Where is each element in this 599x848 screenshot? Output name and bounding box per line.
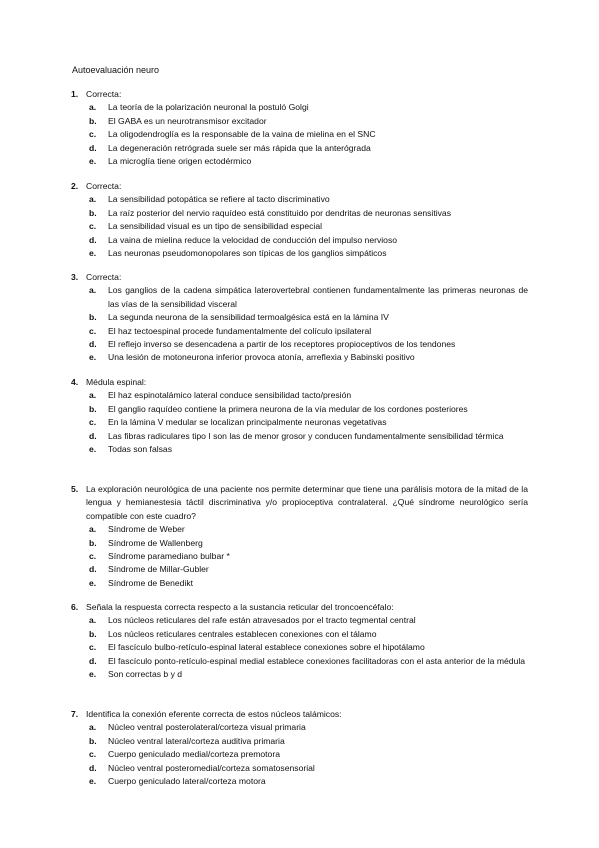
question-stem (70, 271, 528, 284)
option-letter: b. (89, 312, 97, 323)
option-letter: c. (89, 129, 97, 140)
question-text: Señala la respuesta correcta respecto a la sustancia reticular del troncoencéfalo: (86, 602, 394, 612)
option-list (70, 614, 528, 681)
question-number: 6. (71, 602, 79, 612)
page-title: Autoevaluación neuro (72, 65, 160, 75)
option-text: Las neuronas pseudomonopolares son típicas de los ganglios simpáticos (108, 248, 387, 259)
question-stem (70, 708, 528, 721)
option-text: Síndrome de Wallenberg (108, 537, 203, 548)
option-text: La sensibilidad visual es un tipo de sensibilidad especial (108, 221, 323, 232)
option-letter: d. (89, 339, 97, 350)
option-a (70, 523, 528, 536)
option-letter: c. (89, 749, 97, 760)
option-letter: a. (89, 194, 97, 205)
option-text: La degeneración retrógrada suele ser más rápida que la anterógrada (108, 142, 371, 153)
option-list (70, 284, 528, 364)
option-text: En la lámina V medular se localizan principalmente neuronas vegetativas (108, 417, 387, 428)
option-e (70, 155, 528, 168)
option-d (70, 142, 528, 155)
option-text: Las fibras radiculares tipo I son las de menor grosor y conducen fundamentalmente sensibilidad térmica (108, 430, 504, 441)
option-text: El GABA es un neurotransmisor excitador (108, 115, 267, 126)
option-c (70, 325, 528, 338)
option-letter: e. (89, 156, 97, 167)
option-list (70, 193, 528, 260)
option-a (70, 721, 528, 734)
option-a (70, 101, 528, 114)
question-text: Correcta: (86, 89, 122, 99)
option-c (70, 220, 528, 233)
option-letter: c. (89, 325, 97, 336)
option-text: La sensibilidad potopática se refiere al tacto discriminativo (108, 194, 330, 205)
option-c (70, 416, 528, 429)
option-d (70, 338, 528, 351)
option-text: Síndrome de Millar-Gubler (108, 564, 209, 575)
option-letter: d. (89, 142, 97, 153)
question-1 (70, 88, 528, 168)
option-d (70, 563, 528, 576)
option-a (70, 193, 528, 206)
question-4 (70, 376, 528, 456)
option-text: El ganglio raquídeo contiene la primera neurona de la vía medular de los cordones posteriores (108, 403, 468, 414)
option-letter: a. (89, 524, 97, 535)
option-a (70, 614, 528, 627)
option-letter: a. (89, 285, 97, 296)
option-letter: b. (89, 115, 97, 126)
option-text: La vaina de mielina reduce la velocidad de conducción del impulso nervioso (108, 234, 398, 245)
option-letter: c. (89, 642, 97, 653)
option-letter: e. (89, 352, 97, 363)
option-letter: e. (89, 577, 97, 588)
question-number: 3. (71, 272, 79, 282)
option-text: Son correctas b y d (108, 669, 183, 680)
option-d (70, 762, 528, 775)
option-letter: d. (89, 430, 97, 441)
option-letter: c. (89, 221, 97, 232)
question-2 (70, 180, 528, 260)
option-b (70, 311, 528, 324)
option-letter: c. (89, 551, 97, 562)
option-text: El fascículo bulbo-retículo-espinal lateral establece conexiones sobre el hipotálamo (108, 642, 425, 653)
option-a (70, 284, 528, 311)
option-text: La segunda neurona de la sensibilidad termoalgésica está en la lámina IV (108, 312, 389, 323)
option-e (70, 247, 528, 260)
option-b (70, 403, 528, 416)
question-text: Correcta: (86, 272, 122, 282)
question-3 (70, 271, 528, 365)
question-stem (70, 180, 528, 193)
option-text: Los núcleos reticulares centrales establecen conexiones con el tálamo (108, 628, 377, 639)
question-number: 5. (71, 484, 79, 494)
option-e (70, 443, 528, 456)
option-b (70, 735, 528, 748)
option-letter: d. (89, 655, 97, 666)
option-text: El haz tectoespinal procede fundamentalmente del colículo ipsilateral (108, 325, 372, 336)
option-b (70, 628, 528, 641)
option-letter: e. (89, 248, 97, 259)
option-b (70, 207, 528, 220)
option-text: El haz espinotalámico lateral conduce sensibilidad tacto/presión (108, 390, 352, 401)
option-text: La microglía tiene origen ectodérmico (108, 156, 252, 167)
option-letter: a. (89, 102, 97, 113)
option-letter: b. (89, 628, 97, 639)
question-stem (70, 88, 528, 101)
question-number: 1. (71, 89, 79, 99)
option-text: Una lesión de motoneurona inferior provoca atonía, arreflexia y Babinski positivo (108, 352, 415, 363)
option-letter: b. (89, 207, 97, 218)
option-d (70, 234, 528, 247)
option-text: Los ganglios de la cadena simpática laterovertebral contienen fundamentalmente las primeras neuronas de las vías de la sensibilidad visceral (108, 285, 528, 309)
question-7 (70, 708, 528, 788)
option-letter: a. (89, 390, 97, 401)
option-text: Núcleo ventral lateral/corteza auditiva primaria (108, 735, 285, 746)
option-letter: b. (89, 537, 97, 548)
option-d (70, 430, 528, 443)
option-letter: d. (89, 234, 97, 245)
option-letter: b. (89, 735, 97, 746)
option-e (70, 775, 528, 788)
question-text: Médula espinal: (86, 377, 147, 387)
option-list (70, 721, 528, 788)
option-letter: e. (89, 776, 97, 787)
question-stem (70, 376, 528, 389)
option-letter: e. (89, 669, 97, 680)
question-5 (70, 483, 528, 590)
question-6 (70, 601, 528, 681)
option-text: Síndrome de Benedikt (108, 577, 194, 588)
option-text: El reflejo inverso se desencadena a partir de los receptores propioceptivos de los tendones (108, 339, 456, 350)
option-letter: a. (89, 615, 97, 626)
option-text: Núcleo ventral posteromedial/corteza somatosensorial (108, 762, 315, 773)
option-c (70, 641, 528, 654)
question-text: Correcta: (86, 181, 122, 191)
option-b (70, 115, 528, 128)
option-e (70, 668, 528, 681)
question-stem (70, 601, 528, 614)
question-number: 4. (71, 377, 79, 387)
question-text: La exploración neurológica de una paciente nos permite determinar que tiene una parálisis motora de la mitad de la lengua y hemianestesia táctil discriminativa y/o propioceptiva contralateral. ¿Qué síndrome neurológico sería compatible con este cuadro? (86, 484, 528, 521)
option-text: La raíz posterior del nervio raquídeo está constituido por dendritas de neuronas sensitivas (108, 207, 451, 218)
option-text: Síndrome paramediano bulbar * (108, 551, 230, 562)
question-number: 7. (71, 709, 79, 719)
option-list (70, 523, 528, 590)
option-text: Los núcleos reticulares del rafe están atravesados por el tracto tegmental central (108, 615, 416, 626)
option-text: Todas son falsas (108, 444, 173, 455)
option-text: Cuerpo geniculado lateral/corteza motora (108, 776, 266, 787)
option-e (70, 577, 528, 590)
option-e (70, 351, 528, 364)
option-c (70, 128, 528, 141)
question-number: 2. (71, 181, 79, 191)
option-text: La oligodendroglía es la responsable de la vaina de mielina en el SNC (108, 129, 376, 140)
option-d (70, 655, 528, 668)
option-c (70, 748, 528, 761)
option-letter: b. (89, 403, 97, 414)
option-letter: d. (89, 762, 97, 773)
option-letter: d. (89, 564, 97, 575)
question-stem (70, 483, 528, 523)
option-letter: e. (89, 444, 97, 455)
option-b (70, 537, 528, 550)
option-text: La teoría de la polarización neuronal la postuló Golgi (108, 102, 309, 113)
option-text: Síndrome de Weber (108, 524, 185, 535)
question-text: Identifica la conexión eferente correcta de estos núcleos talámicos: (86, 709, 342, 719)
option-text: Núcleo ventral posterolateral/corteza visual primaria (108, 722, 306, 733)
option-list (70, 101, 528, 168)
option-c (70, 550, 528, 563)
option-letter: c. (89, 417, 97, 428)
option-text: Cuerpo geniculado medial/corteza premotora (108, 749, 280, 760)
option-a (70, 389, 528, 402)
option-text: El fascículo ponto-retículo-espinal medial establece conexiones facilitadoras con el asta anterior de la médula (108, 655, 526, 666)
option-letter: a. (89, 722, 97, 733)
option-list (70, 389, 528, 456)
